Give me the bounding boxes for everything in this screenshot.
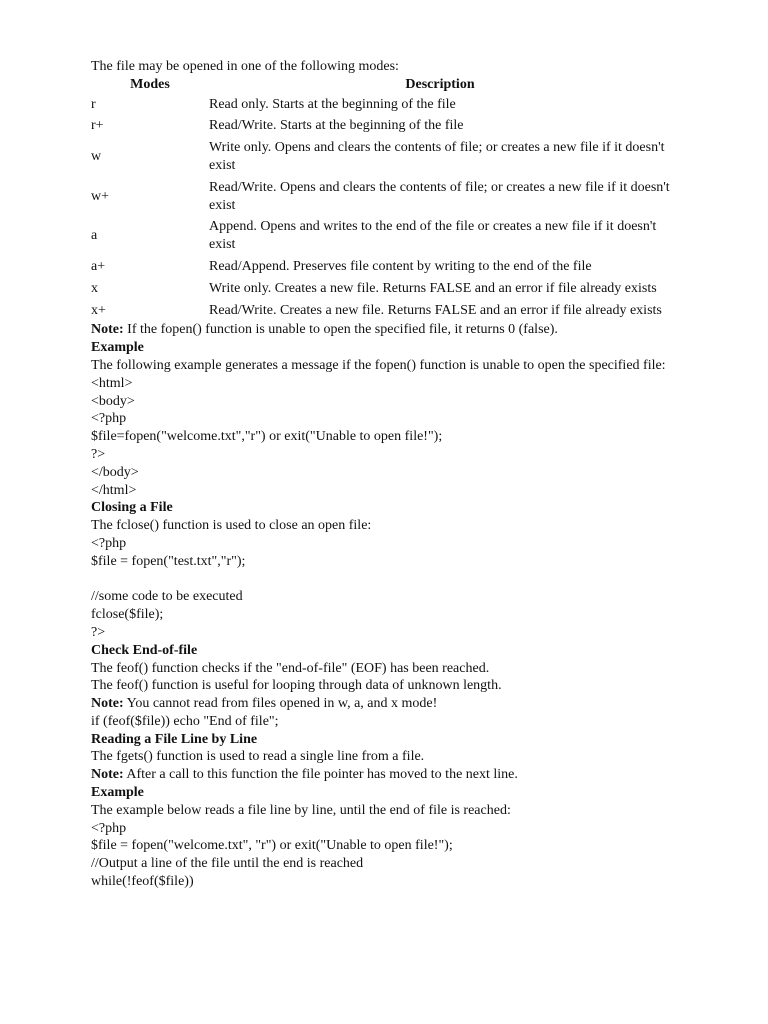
- note-label: Note:: [91, 696, 124, 712]
- note-paragraph: [91, 321, 691, 339]
- code-line: ?>: [91, 446, 106, 462]
- code-line: ?>: [91, 624, 106, 640]
- table-row: [91, 278, 671, 300]
- document-page: [91, 58, 691, 891]
- description-cell: Write only. Opens and clears the contents of file; or creates a new file if it doesn't exist: [209, 140, 665, 173]
- mode-cell: r: [91, 96, 96, 112]
- description-cell: Read only. Starts at the beginning of the file: [209, 96, 456, 112]
- description-cell: Append. Opens and writes to the end of the file or creates a new file if it doesn't exist: [209, 219, 657, 253]
- description-cell: Read/Write. Creates a new file. Returns FALSE and an error if file already exists: [209, 302, 662, 318]
- code-line: $file = fopen("welcome.txt", "r") or exit("Unable to open file!");: [91, 838, 453, 854]
- note-text: If the fopen() function is unable to open the specified file, it returns 0 (false).: [123, 322, 558, 338]
- reading-description: The fgets() function is used to read a single line from a file.: [91, 749, 425, 765]
- modes-header: Modes: [130, 76, 170, 92]
- mode-cell: a+: [91, 258, 106, 274]
- description-cell: Write only. Creates a new file. Returns FALSE and an error if file already exists: [209, 280, 657, 296]
- table-row: [91, 256, 671, 278]
- note-label: Note:: [91, 322, 124, 338]
- description-cell: Read/Write. Opens and clears the contents of file; or creates a new file if it doesn't exist: [209, 179, 670, 213]
- example-heading: Example: [91, 340, 144, 356]
- mode-cell: w: [91, 149, 102, 165]
- code-line: $file=fopen("welcome.txt","r") or exit("Unable to open file!");: [91, 429, 443, 445]
- file-modes-table: [91, 76, 671, 322]
- code-line: <?php: [91, 535, 127, 551]
- code-line: <body>: [91, 393, 135, 409]
- reading-heading: Reading a File Line by Line: [91, 731, 258, 747]
- code-blank-line: [91, 571, 691, 589]
- eof-description: The feof() function checks if the "end-of-file" (EOF) has been reached.: [91, 660, 490, 676]
- note-text: You cannot read from files opened in w, a, and x mode!: [123, 696, 438, 712]
- example-description: The following example generates a message if the fopen() function is unable to open the specified file:: [91, 357, 666, 373]
- code-line: //Output a line of the file until the end is reached: [91, 856, 364, 872]
- note-label: Note:: [91, 767, 124, 783]
- mode-cell: a: [91, 228, 98, 244]
- table-row: [91, 177, 671, 217]
- code-line: //some code to be executed: [91, 589, 243, 605]
- table-header-row: [91, 76, 671, 94]
- code-line: </body>: [91, 464, 139, 480]
- mode-cell: w+: [91, 188, 110, 204]
- closing-file-description: The fclose() function is used to close an open file:: [91, 518, 372, 534]
- description-cell: Read/Append. Preserves file content by writing to the end of the file: [209, 258, 592, 274]
- code-line: $file = fopen("test.txt","r");: [91, 553, 246, 569]
- code-line: <?php: [91, 411, 127, 427]
- mode-cell: x+: [91, 302, 106, 318]
- table-row: [91, 115, 671, 137]
- example-description: The example below reads a file line by line, until the end of file is reached:: [91, 802, 511, 818]
- mode-cell: x: [91, 280, 98, 296]
- mode-cell: r+: [91, 118, 104, 134]
- eof-heading: Check End-of-file: [91, 642, 198, 658]
- code-line: </html>: [91, 482, 137, 498]
- code-line: if (feof($file)) echo "End of file";: [91, 713, 279, 729]
- description-header: Description: [405, 76, 475, 92]
- description-cell: Read/Write. Starts at the beginning of the file: [209, 118, 464, 134]
- table-row: [91, 94, 671, 116]
- code-line: fclose($file);: [91, 607, 164, 623]
- code-line: <html>: [91, 375, 133, 391]
- intro-text: The file may be opened in one of the following modes:: [91, 59, 399, 74]
- table-row: [91, 300, 671, 322]
- table-row: [91, 216, 671, 256]
- closing-file-heading: Closing a File: [91, 500, 173, 516]
- example-heading: Example: [91, 785, 144, 801]
- eof-description: The feof() function is useful for looping through data of unknown length.: [91, 678, 502, 694]
- note-text: After a call to this function the file pointer has moved to the next line.: [123, 767, 518, 783]
- code-line: while(!feof($file)): [91, 874, 194, 890]
- code-line: <?php: [91, 820, 127, 836]
- table-row: [91, 137, 671, 177]
- note-paragraph: [91, 695, 691, 713]
- note-paragraph: [91, 766, 691, 784]
